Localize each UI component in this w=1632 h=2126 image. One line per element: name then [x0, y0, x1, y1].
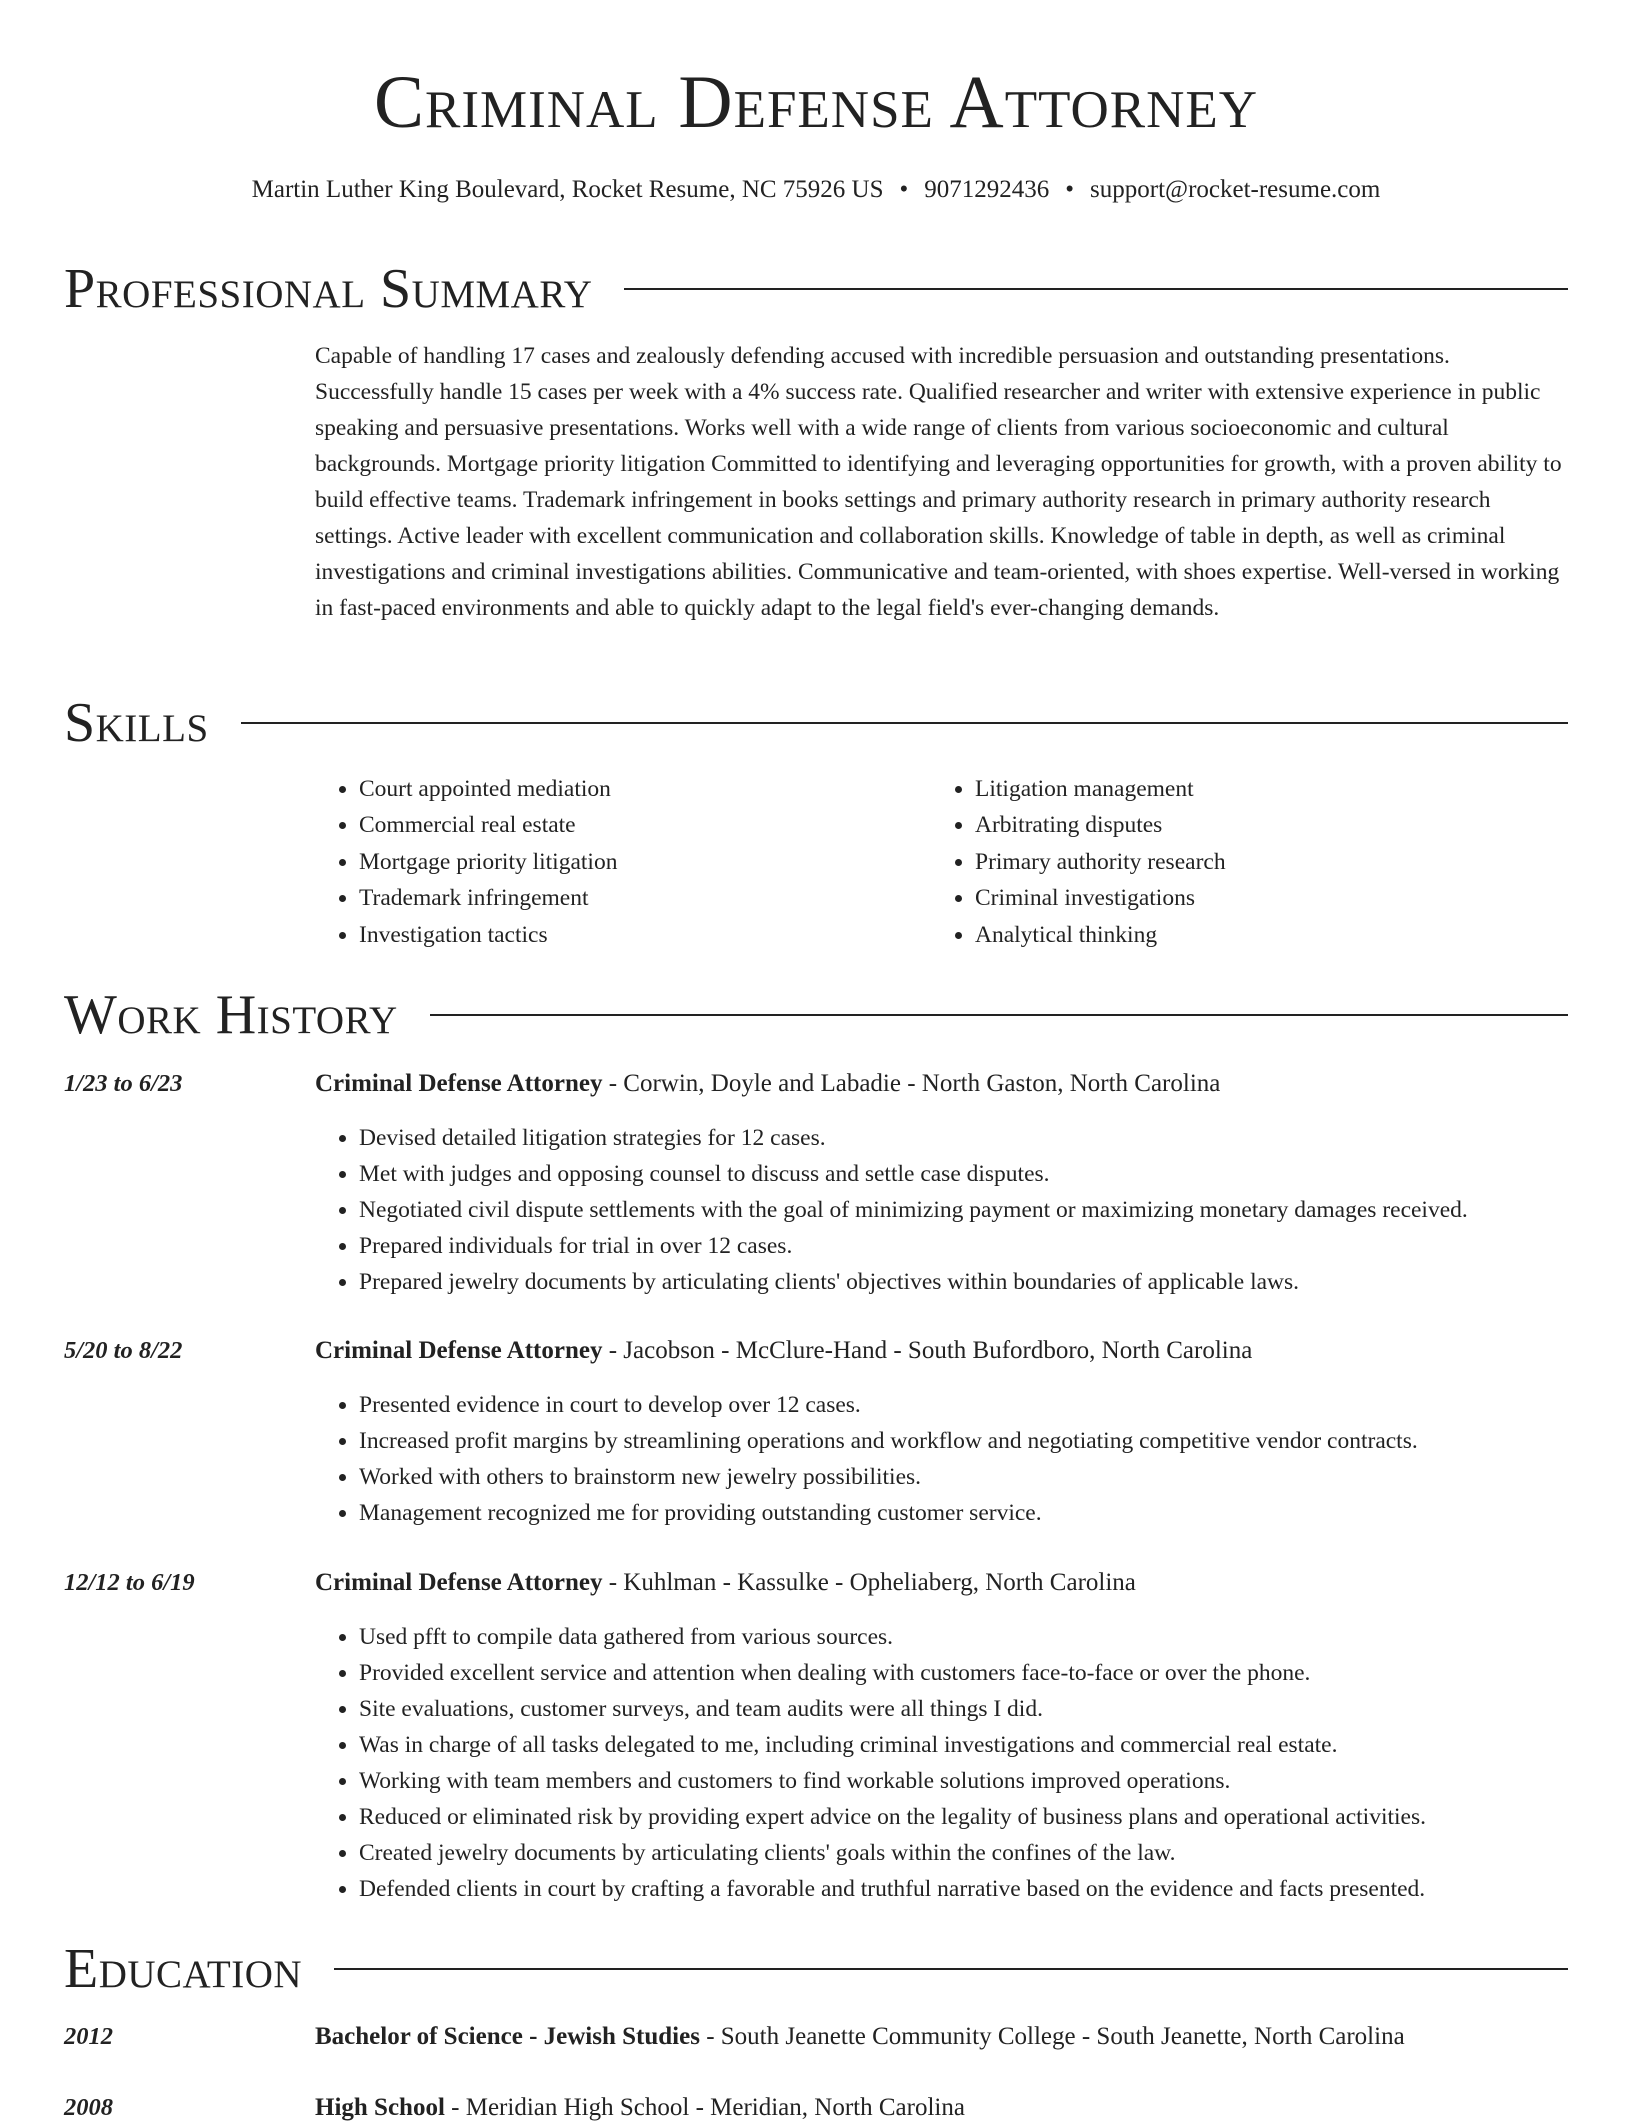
skill-item: • Mortgage priority litigation — [359, 844, 931, 880]
job-bullet: • Reduced or eliminated risk by providing expert advice on the legality of business plans and operational activities. — [359, 1799, 1568, 1835]
job-bullet: • Prepared jewelry documents by articulating clients' objectives within boundaries of applicable laws. — [359, 1264, 1568, 1300]
job-title: Criminal Defense Attorney — [315, 1070, 603, 1097]
job-bullets — [315, 1120, 1568, 1300]
job-bullet: • Negotiated civil dispute settlements with the goal of minimizing payment or maximizing monetary damages received. — [359, 1192, 1568, 1228]
skills-section-header — [64, 688, 1568, 758]
job-bullets — [315, 1387, 1568, 1531]
skills-heading: Skills — [64, 692, 209, 754]
summary-text: Capable of handling 17 cases and zealously defending accused with incredible persuasion and outstanding presentations. Successfully handle 15 cases per week with a 4% success rate. Qualified researcher and writer with extensive experience in public speaking and persuasive presentations. Works well with a wide range of clients from various socioeconomic and cultural backgrounds. Mortgage priority litigation Committed to identifying and leveraging opportunities for growth, with a proven ability to build effective teams. Trademark infringement in books settings and primary authority research in primary authority research settings. Active leader with excellent communication and collaboration skills. Knowledge of table in depth, as well as criminal investigations and criminal investigations abilities. Communicative and team-oriented, with shoes expertise. Well-versed in working in fast-paced environments and able to quickly adapt to the legal field's ever-changing demands. — [315, 343, 1562, 621]
job-bullet: • Worked with others to brainstorm new jewelry possibilities. — [359, 1459, 1568, 1495]
summary-section-header — [64, 254, 1568, 324]
contact-separator: • — [1065, 176, 1075, 203]
contact-phone: 9071292436 — [924, 176, 1050, 203]
skill-item: • Criminal investigations — [975, 880, 1547, 916]
skill-item: • Court appointed mediation — [359, 771, 931, 807]
education-school: - South Jeanette Community College - South Jeanette, North Carolina — [699, 2023, 1405, 2050]
job-bullet: • Provided excellent service and attention when dealing with customers face-to-face or over the phone. — [359, 1655, 1568, 1691]
job-bullet: • Site evaluations, customer surveys, and team audits were all things I did. — [359, 1691, 1568, 1727]
job-employer: - Jacobson - McClure-Hand - South Bufordboro, North Carolina — [602, 1337, 1253, 1364]
education-school: - Meridian High School - Meridian, North Carolina — [444, 2094, 965, 2121]
skill-item: • Trademark infringement — [359, 880, 931, 916]
section-divider — [624, 288, 1568, 290]
summary-heading: Professional Summary — [64, 258, 593, 320]
job-bullet: • Presented evidence in court to develop over 12 cases. — [359, 1387, 1568, 1423]
job-title: Criminal Defense Attorney — [315, 1337, 603, 1364]
job-employer: - Corwin, Doyle and Labadie - North Gaston, North Carolina — [602, 1070, 1221, 1097]
work-heading: Work History — [64, 984, 398, 1046]
job-employer: - Kuhlman - Kassulke - Opheliaberg, North Carolina — [602, 1569, 1136, 1596]
skills-column-right — [931, 771, 1547, 953]
contact-address: Martin Luther King Boulevard, Rocket Resume, NC 75926 US — [251, 176, 884, 203]
skills-list — [315, 771, 1567, 953]
job-bullet: • Working with team members and customers to find workable solutions improved operations. — [359, 1763, 1568, 1799]
contact-line — [0, 172, 1632, 208]
contact-separator: • — [899, 176, 909, 203]
contact-email: support@rocket-resume.com — [1090, 176, 1381, 203]
job-bullet: • Defended clients in court by crafting a favorable and truthful narrative based on the evidence and facts presented. — [359, 1871, 1568, 1907]
job-bullet: • Devised detailed litigation strategies for 12 cases. — [359, 1120, 1568, 1156]
job-bullet: • Met with judges and opposing counsel to discuss and settle case disputes. — [359, 1156, 1568, 1192]
work-section-header — [64, 980, 1568, 1050]
skill-item: • Investigation tactics — [359, 917, 931, 953]
section-divider — [241, 722, 1568, 724]
skill-item: • Primary authority research — [975, 844, 1547, 880]
job-title: Criminal Defense Attorney — [315, 1569, 603, 1596]
job-bullet: • Management recognized me for providing outstanding customer service. — [359, 1495, 1568, 1531]
job-bullet: • Increased profit margins by streamlining operations and workflow and negotiating competitive vendor contracts. — [359, 1423, 1568, 1459]
education-section-header — [64, 1934, 1568, 2004]
job-dates: 5/20 to 8/22 — [64, 1337, 183, 1364]
job-bullets — [315, 1619, 1568, 1907]
job-bullet: • Prepared individuals for trial in over 12 cases. — [359, 1228, 1568, 1264]
job-dates: 1/23 to 6/23 — [64, 1070, 183, 1097]
job-bullet: • Was in charge of all tasks delegated to me, including criminal investigations and commercial real estate. — [359, 1727, 1568, 1763]
skill-item: • Litigation management — [975, 771, 1547, 807]
education-year: 2012 — [64, 2023, 113, 2050]
job-bullet: • Created jewelry documents by articulating clients' goals within the confines of the law. — [359, 1835, 1568, 1871]
section-divider — [430, 1014, 1568, 1016]
skill-item: • Arbitrating disputes — [975, 807, 1547, 843]
section-divider — [334, 1968, 1568, 1970]
education-degree: High School — [315, 2094, 445, 2121]
skill-item: • Analytical thinking — [975, 917, 1547, 953]
job-bullet: • Used pfft to compile data gathered from various sources. — [359, 1619, 1568, 1655]
job-heading — [315, 1565, 1136, 1601]
education-heading-line — [315, 2019, 1405, 2055]
education-year: 2008 — [64, 2094, 113, 2121]
skills-column-left — [315, 771, 931, 953]
skill-item: • Commercial real estate — [359, 807, 931, 843]
education-heading: Education — [64, 1938, 303, 2000]
job-heading — [315, 1066, 1220, 1102]
education-heading-line — [315, 2090, 965, 2126]
resume-title: Criminal Defense Attorney — [373, 61, 1259, 144]
education-degree: Bachelor of Science - Jewish Studies — [315, 2023, 700, 2050]
job-dates: 12/12 to 6/19 — [64, 1569, 195, 1596]
job-heading — [315, 1333, 1252, 1369]
